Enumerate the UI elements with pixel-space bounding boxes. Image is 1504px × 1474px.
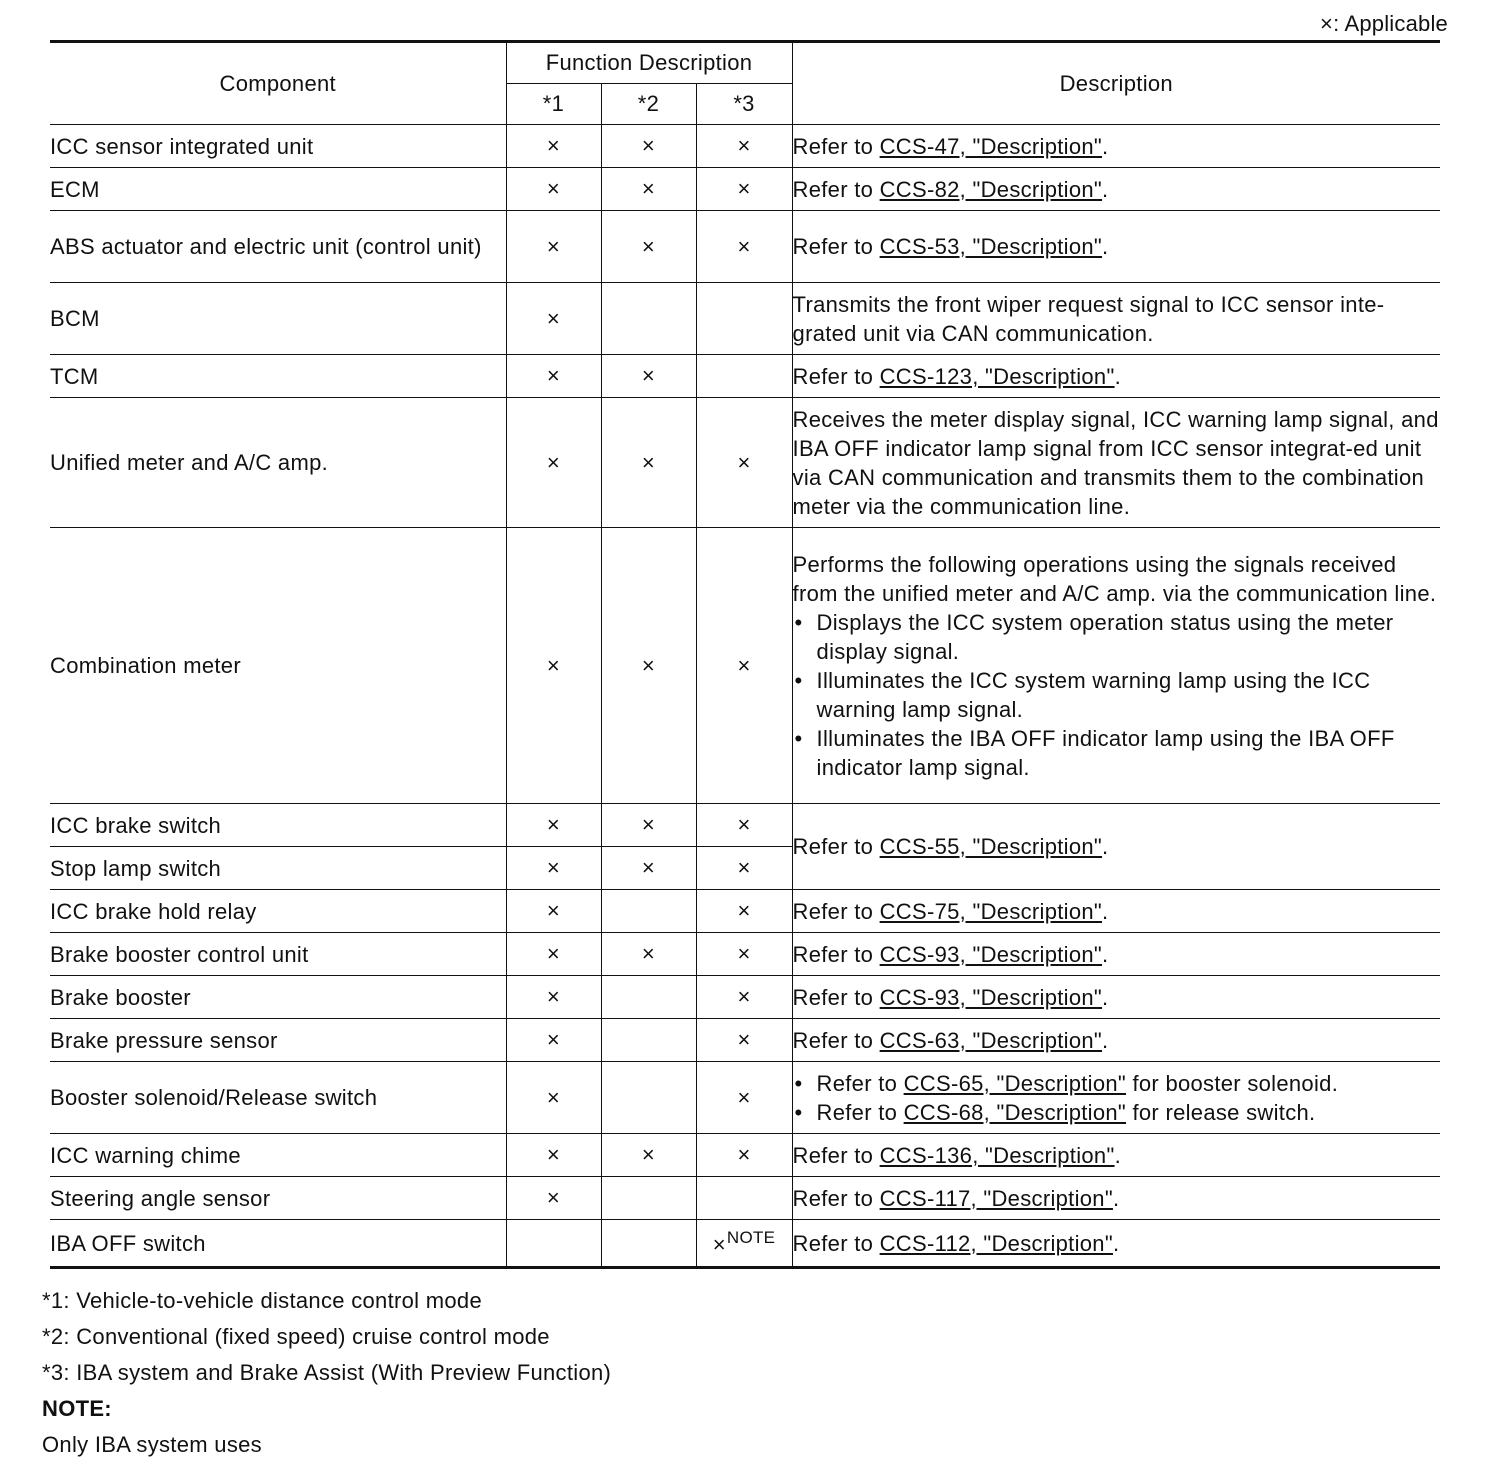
table-row xyxy=(50,1220,1440,1268)
table-row xyxy=(50,398,1440,528)
mark-col-3: × xyxy=(696,125,792,168)
table-row xyxy=(50,890,1440,933)
reference-link[interactable]: CCS-68, "Description" xyxy=(903,1099,1127,1125)
refer-prefix: Refer to xyxy=(792,1185,880,1211)
mark-col-3 xyxy=(696,1177,792,1220)
refer-prefix: Refer to xyxy=(792,363,880,389)
reference-link[interactable]: CCS-47, "Description" xyxy=(879,133,1103,159)
header-row-1 xyxy=(50,42,1440,84)
mark-col-3: × xyxy=(696,528,792,804)
description-cell xyxy=(792,125,1440,168)
reference-link[interactable]: CCS-63, "Description" xyxy=(879,1027,1103,1053)
refer-suffix: . xyxy=(1102,941,1109,967)
mark-col-1: × xyxy=(506,1134,601,1177)
component-cell: Stop lamp switch xyxy=(50,847,506,890)
reference-link[interactable]: CCS-53, "Description" xyxy=(879,234,1103,259)
refer-prefix: Refer to xyxy=(792,984,880,1010)
refer-prefix: Refer to xyxy=(792,834,880,859)
reference-link[interactable]: CCS-93, "Description" xyxy=(879,984,1103,1010)
mark-col-3: × xyxy=(696,1062,792,1134)
mark-col-1: × xyxy=(506,1177,601,1220)
reference-link[interactable]: CCS-55, "Description" xyxy=(879,834,1103,859)
description-cell: Transmits the front wiper request signal to ICC sensor inte-grated unit via CAN communication. xyxy=(792,283,1440,355)
component-cell: ABS actuator and electric unit (control unit) xyxy=(50,211,506,283)
mark-col-1: × xyxy=(506,355,601,398)
table-row xyxy=(50,211,1440,283)
mark-col-1: × xyxy=(506,976,601,1019)
component-cell: ICC brake switch xyxy=(50,804,506,847)
bullet-item: • Illuminates the ICC system warning lamp using the ICC warning lamp signal. xyxy=(793,666,1441,724)
component-cell: ICC sensor integrated unit xyxy=(50,125,506,168)
mark-col-3: × xyxy=(696,211,792,283)
mark-col-2 xyxy=(601,1220,696,1268)
refer-suffix: . xyxy=(1102,984,1109,1010)
refer-suffix: . xyxy=(1102,234,1109,259)
mark-col-3: × xyxy=(696,398,792,528)
table-row xyxy=(50,168,1440,211)
refer-suffix: for booster solenoid. xyxy=(1126,1070,1339,1096)
refer-prefix: Refer to xyxy=(792,898,880,924)
mark-col-3: × xyxy=(696,168,792,211)
mark-col-3: × xyxy=(696,976,792,1019)
mark-col-3: × xyxy=(696,1134,792,1177)
component-function-table xyxy=(50,40,1440,1269)
mark-col-1: × xyxy=(506,528,601,804)
component-cell: Combination meter xyxy=(50,528,506,804)
applicable-mark: × xyxy=(712,1232,726,1257)
table-row xyxy=(50,355,1440,398)
component-cell: Brake booster control unit xyxy=(50,933,506,976)
mark-col-1: × xyxy=(506,211,601,283)
mark-col-3 xyxy=(696,355,792,398)
applicable-legend: ×: Applicable xyxy=(1320,11,1448,36)
reference-link[interactable]: CCS-117, "Description" xyxy=(879,1185,1113,1211)
refer-prefix: Refer to xyxy=(816,1099,904,1125)
footnote-1: *1: Vehicle-to-vehicle distance control mode xyxy=(42,1288,482,1313)
table-row xyxy=(50,933,1440,976)
header-col-1: *1 xyxy=(506,84,601,125)
bullet-item: • Illuminates the IBA OFF indicator lamp using the IBA OFF indicator lamp signal. xyxy=(793,724,1441,782)
footnote-3: *3: IBA system and Brake Assist (With Preview Function) xyxy=(42,1360,612,1385)
mark-col-1: × xyxy=(506,804,601,847)
bullet-item xyxy=(793,1098,1441,1127)
refer-suffix: . xyxy=(1112,1185,1120,1211)
description-cell xyxy=(792,1134,1440,1177)
bullet-item: • Displays the ICC system operation status using the meter display signal. xyxy=(793,608,1441,666)
footnotes xyxy=(42,1283,611,1463)
component-cell: Booster solenoid/Release switch xyxy=(50,1062,506,1134)
description-cell xyxy=(792,355,1440,398)
mark-col-2: × xyxy=(601,1134,696,1177)
description-cell xyxy=(792,976,1440,1019)
description-cell xyxy=(792,1220,1440,1268)
mark-col-2: × xyxy=(601,804,696,847)
mark-col-1: × xyxy=(506,398,601,528)
mark-col-1: × xyxy=(506,1062,601,1134)
mark-col-2: × xyxy=(601,211,696,283)
description-cell xyxy=(792,1019,1440,1062)
mark-col-1: × xyxy=(506,890,601,933)
header-description: Description xyxy=(792,42,1440,125)
refer-prefix: Refer to xyxy=(792,176,880,202)
reference-link[interactable]: CCS-75, "Description" xyxy=(879,898,1103,924)
mark-col-1: × xyxy=(506,847,601,890)
component-cell: Steering angle sensor xyxy=(50,1177,506,1220)
description-cell xyxy=(792,1062,1440,1134)
reference-link[interactable]: CCS-112, "Description" xyxy=(879,1230,1113,1256)
mark-col-2 xyxy=(601,890,696,933)
refer-suffix: . xyxy=(1102,133,1109,159)
reference-link[interactable]: CCS-65, "Description" xyxy=(903,1070,1127,1096)
description-cell xyxy=(792,1177,1440,1220)
refer-suffix: . xyxy=(1112,1230,1120,1256)
refer-suffix: . xyxy=(1102,1027,1109,1053)
table-row xyxy=(50,1062,1440,1134)
mark-col-1 xyxy=(506,1220,601,1268)
table-row xyxy=(50,528,1440,804)
component-cell: Brake pressure sensor xyxy=(50,1019,506,1062)
mark-col-1: × xyxy=(506,125,601,168)
mark-col-2: × xyxy=(601,933,696,976)
refer-prefix: Refer to xyxy=(792,1027,880,1053)
component-cell: ICC warning chime xyxy=(50,1134,506,1177)
table-row xyxy=(50,1019,1440,1062)
note-text: Only IBA system uses xyxy=(42,1432,262,1457)
component-cell: BCM xyxy=(50,283,506,355)
header-col-2: *2 xyxy=(601,84,696,125)
refer-prefix: Refer to xyxy=(792,1142,880,1168)
mark-col-2 xyxy=(601,1062,696,1134)
table-row xyxy=(50,283,1440,355)
mark-col-3 xyxy=(696,1220,792,1268)
header-col-3: *3 xyxy=(696,84,792,125)
refer-prefix: Refer to xyxy=(792,1230,880,1256)
reference-link[interactable]: CCS-123, "Description" xyxy=(879,363,1115,389)
description-bullets xyxy=(793,608,1441,782)
component-cell: ECM xyxy=(50,168,506,211)
reference-link[interactable]: CCS-82, "Description" xyxy=(879,176,1103,202)
description-cell xyxy=(792,933,1440,976)
mark-col-1: × xyxy=(506,933,601,976)
table-row xyxy=(50,976,1440,1019)
component-cell: Unified meter and A/C amp. xyxy=(50,398,506,528)
mark-col-3: × xyxy=(696,933,792,976)
table-row xyxy=(50,125,1440,168)
mark-col-2: × xyxy=(601,398,696,528)
refer-suffix: . xyxy=(1114,363,1121,389)
header-function-description: Function Description xyxy=(506,42,792,84)
refer-prefix: Refer to xyxy=(792,133,880,159)
refer-prefix: Refer to xyxy=(792,941,880,967)
description-cell xyxy=(792,528,1440,804)
reference-link[interactable]: CCS-136, "Description" xyxy=(879,1142,1115,1168)
mark-col-1: × xyxy=(506,1019,601,1062)
description-bullets xyxy=(793,1069,1441,1127)
component-cell: Brake booster xyxy=(50,976,506,1019)
footnote-2: *2: Conventional (fixed speed) cruise control mode xyxy=(42,1324,550,1349)
mark-col-3 xyxy=(696,283,792,355)
table-row xyxy=(50,1134,1440,1177)
mark-col-1: × xyxy=(506,168,601,211)
note-superscript: NOTE xyxy=(726,1228,776,1247)
refer-prefix: Refer to xyxy=(816,1070,904,1096)
note-label: NOTE: xyxy=(42,1396,112,1421)
mark-col-2 xyxy=(601,1019,696,1062)
description-cell xyxy=(792,211,1440,283)
mark-col-3: × xyxy=(696,847,792,890)
description-cell: Receives the meter display signal, ICC warning lamp signal, and IBA OFF indicator lamp signal from ICC sensor integrat-ed unit via CAN communication and transmits them to the combination meter via the communication line. xyxy=(792,398,1440,528)
mark-col-2 xyxy=(601,976,696,1019)
mark-col-3: × xyxy=(696,804,792,847)
mark-col-2: × xyxy=(601,847,696,890)
component-cell: IBA OFF switch xyxy=(50,1220,506,1268)
mark-col-1: × xyxy=(506,283,601,355)
bullet-item xyxy=(793,1069,1441,1098)
mark-col-3: × xyxy=(696,1019,792,1062)
refer-suffix: . xyxy=(1102,176,1109,202)
description-cell xyxy=(792,890,1440,933)
header-component: Component xyxy=(50,42,506,125)
mark-col-2 xyxy=(601,283,696,355)
refer-suffix: . xyxy=(1102,834,1109,859)
mark-col-2: × xyxy=(601,528,696,804)
mark-col-3: × xyxy=(696,890,792,933)
refer-suffix: . xyxy=(1114,1142,1121,1168)
mark-col-2: × xyxy=(601,355,696,398)
refer-suffix: . xyxy=(1102,898,1109,924)
mark-col-2: × xyxy=(601,168,696,211)
refer-prefix: Refer to xyxy=(792,234,880,259)
description-intro: Performs the following operations using the signals received from the unified meter and A/C amp. via the communication line. xyxy=(792,551,1437,606)
table-row xyxy=(50,804,1440,847)
reference-link[interactable]: CCS-93, "Description" xyxy=(879,941,1103,967)
component-cell: ICC brake hold relay xyxy=(50,890,506,933)
description-cell xyxy=(792,168,1440,211)
table-row xyxy=(50,1177,1440,1220)
mark-col-2 xyxy=(601,1177,696,1220)
mark-col-2: × xyxy=(601,125,696,168)
refer-suffix: for release switch. xyxy=(1126,1099,1316,1125)
component-cell: TCM xyxy=(50,355,506,398)
description-cell xyxy=(792,804,1440,890)
